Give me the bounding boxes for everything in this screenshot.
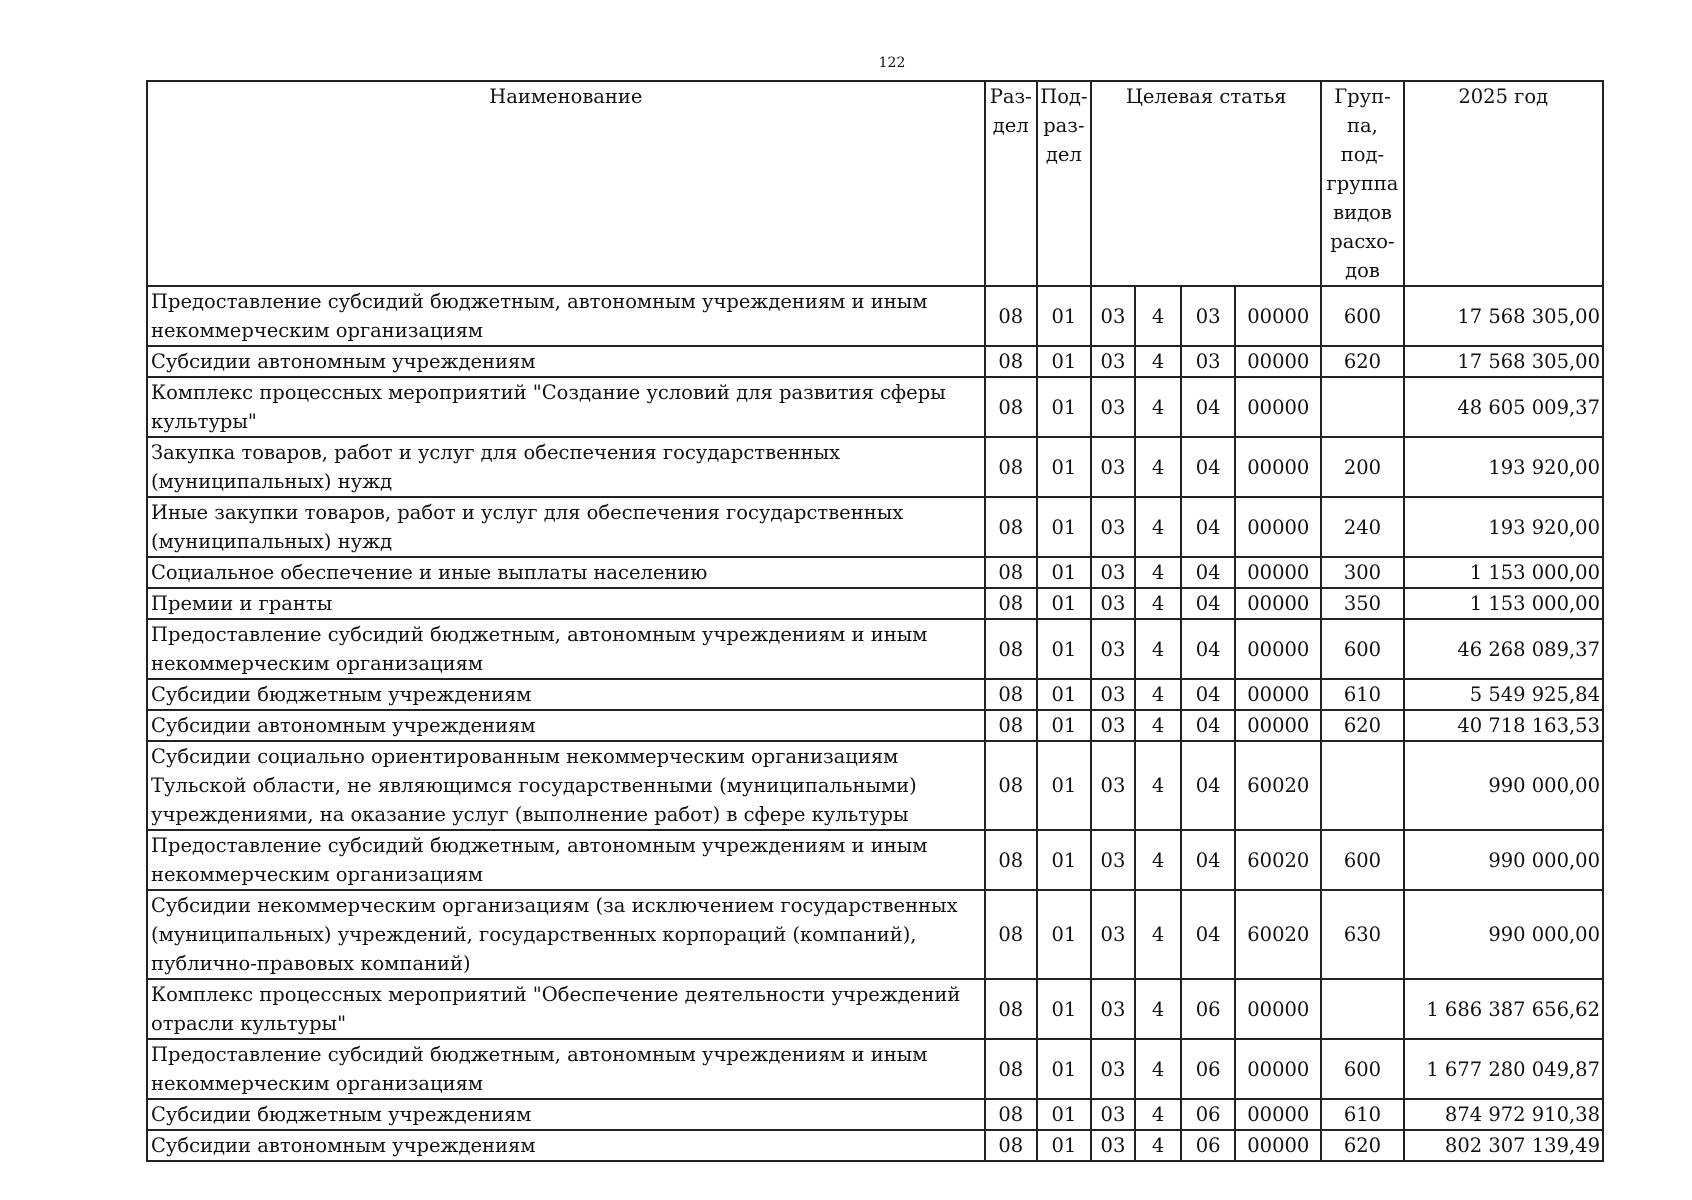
table-row [147, 557, 1603, 588]
row-amount: 802 307 139,49 [1404, 1130, 1603, 1161]
row-expense-group: 300 [1321, 557, 1403, 588]
row-cs-program: 03 [1091, 679, 1135, 710]
row-cs-complex: 06 [1181, 979, 1235, 1039]
row-razdel: 08 [985, 437, 1037, 497]
row-name: Иные закупки товаров, работ и услуг для обеспечения государственных (муниципальных) нужд [147, 497, 985, 557]
row-cs-complex: 04 [1181, 890, 1235, 979]
header-celevaya-statya: Целевая статья [1091, 81, 1321, 286]
row-podrazdel: 01 [1037, 588, 1091, 619]
row-name: Предоставление субсидий бюджетным, автономным учреждениям и иным некоммерческим организациям [147, 1039, 985, 1099]
row-razdel: 08 [985, 890, 1037, 979]
row-razdel: 08 [985, 619, 1037, 679]
row-amount: 5 549 925,84 [1404, 679, 1603, 710]
table-row [147, 1130, 1603, 1161]
row-cs-type: 4 [1135, 437, 1181, 497]
row-expense-group: 610 [1321, 679, 1403, 710]
row-cs-type: 4 [1135, 497, 1181, 557]
table-row [147, 346, 1603, 377]
row-cs-direction: 00000 [1235, 286, 1321, 346]
row-cs-direction: 00000 [1235, 619, 1321, 679]
row-podrazdel: 01 [1037, 437, 1091, 497]
row-cs-type: 4 [1135, 710, 1181, 741]
row-podrazdel: 01 [1037, 286, 1091, 346]
row-cs-type: 4 [1135, 741, 1181, 830]
row-podrazdel: 01 [1037, 377, 1091, 437]
row-cs-direction: 00000 [1235, 437, 1321, 497]
row-cs-type: 4 [1135, 979, 1181, 1039]
table-row [147, 741, 1603, 830]
row-razdel: 08 [985, 1039, 1037, 1099]
header-razdel-line: Раз- [989, 85, 1032, 108]
row-cs-complex: 04 [1181, 497, 1235, 557]
header-podrazdel-line: Под- [1040, 85, 1088, 108]
header-gruppa-line: группа [1326, 172, 1399, 195]
row-cs-complex: 03 [1181, 286, 1235, 346]
row-cs-complex: 04 [1181, 588, 1235, 619]
budget-table [146, 80, 1604, 1162]
row-cs-type: 4 [1135, 377, 1181, 437]
row-name: Закупка товаров, работ и услуг для обеспечения государственных (муниципальных) нужд [147, 437, 985, 497]
header-gruppa-line: видов [1333, 201, 1392, 224]
row-razdel: 08 [985, 377, 1037, 437]
row-amount: 17 568 305,00 [1404, 346, 1603, 377]
table-row [147, 377, 1603, 437]
row-cs-complex: 04 [1181, 741, 1235, 830]
row-podrazdel: 01 [1037, 619, 1091, 679]
row-razdel: 08 [985, 679, 1037, 710]
row-name: Предоставление субсидий бюджетным, автономным учреждениям и иным некоммерческим организациям [147, 830, 985, 890]
row-expense-group: 610 [1321, 1099, 1403, 1130]
header-gruppa-line: па, под- [1340, 114, 1385, 166]
row-amount: 193 920,00 [1404, 437, 1603, 497]
row-cs-direction: 00000 [1235, 710, 1321, 741]
row-cs-complex: 03 [1181, 346, 1235, 377]
row-cs-program: 03 [1091, 346, 1135, 377]
row-amount: 1 677 280 049,87 [1404, 1039, 1603, 1099]
row-expense-group [1321, 741, 1403, 830]
row-podrazdel: 01 [1037, 1130, 1091, 1161]
header-podrazdel-line: дел [1045, 143, 1082, 166]
row-cs-type: 4 [1135, 588, 1181, 619]
table-row [147, 830, 1603, 890]
row-cs-program: 03 [1091, 830, 1135, 890]
row-expense-group: 630 [1321, 890, 1403, 979]
row-cs-program: 03 [1091, 557, 1135, 588]
row-cs-direction: 60020 [1235, 890, 1321, 979]
row-cs-type: 4 [1135, 679, 1181, 710]
row-amount: 193 920,00 [1404, 497, 1603, 557]
table-row [147, 588, 1603, 619]
row-amount: 46 268 089,37 [1404, 619, 1603, 679]
row-amount: 990 000,00 [1404, 830, 1603, 890]
table-row [147, 1039, 1603, 1099]
row-name: Субсидии некоммерческим организациям (за исключением государственных (муниципальных) учреждений, государственных корпораций (компаний), публично-правовых компаний) [147, 890, 985, 979]
row-amount: 990 000,00 [1404, 741, 1603, 830]
header-name: Наименование [147, 81, 985, 286]
row-podrazdel: 01 [1037, 830, 1091, 890]
row-podrazdel: 01 [1037, 557, 1091, 588]
row-cs-program: 03 [1091, 890, 1135, 979]
table-row [147, 979, 1603, 1039]
row-cs-direction: 00000 [1235, 679, 1321, 710]
row-name: Субсидии бюджетным учреждениям [147, 1099, 985, 1130]
table-row [147, 890, 1603, 979]
row-amount: 874 972 910,38 [1404, 1099, 1603, 1130]
row-cs-direction: 00000 [1235, 979, 1321, 1039]
row-cs-program: 03 [1091, 1099, 1135, 1130]
row-razdel: 08 [985, 830, 1037, 890]
table-row [147, 497, 1603, 557]
row-cs-program: 03 [1091, 1130, 1135, 1161]
row-name: Социальное обеспечение и иные выплаты населению [147, 557, 985, 588]
row-cs-type: 4 [1135, 890, 1181, 979]
row-razdel: 08 [985, 497, 1037, 557]
row-cs-direction: 00000 [1235, 1099, 1321, 1130]
row-cs-program: 03 [1091, 619, 1135, 679]
row-razdel: 08 [985, 1130, 1037, 1161]
row-cs-type: 4 [1135, 346, 1181, 377]
row-cs-type: 4 [1135, 619, 1181, 679]
row-amount: 48 605 009,37 [1404, 377, 1603, 437]
row-name: Комплекс процессных мероприятий "Создание условий для развития сферы культуры" [147, 377, 985, 437]
row-cs-direction: 60020 [1235, 741, 1321, 830]
row-name: Субсидии автономным учреждениям [147, 346, 985, 377]
row-podrazdel: 01 [1037, 1099, 1091, 1130]
row-cs-complex: 04 [1181, 679, 1235, 710]
row-cs-program: 03 [1091, 286, 1135, 346]
row-name: Премии и гранты [147, 588, 985, 619]
table-header-row [147, 81, 1603, 286]
row-cs-direction: 00000 [1235, 497, 1321, 557]
row-name: Предоставление субсидий бюджетным, автономным учреждениям и иным некоммерческим организациям [147, 286, 985, 346]
table-row [147, 437, 1603, 497]
row-cs-type: 4 [1135, 557, 1181, 588]
row-podrazdel: 01 [1037, 1039, 1091, 1099]
row-amount: 1 153 000,00 [1404, 588, 1603, 619]
row-amount: 17 568 305,00 [1404, 286, 1603, 346]
row-name: Комплекс процессных мероприятий "Обеспечение деятельности учреждений отрасли культуры" [147, 979, 985, 1039]
row-razdel: 08 [985, 710, 1037, 741]
row-cs-program: 03 [1091, 497, 1135, 557]
row-cs-direction: 00000 [1235, 346, 1321, 377]
header-podrazdel [1037, 81, 1091, 286]
row-cs-direction: 00000 [1235, 1130, 1321, 1161]
header-gruppa-line: Груп- [1334, 85, 1391, 108]
row-expense-group: 240 [1321, 497, 1403, 557]
row-name: Субсидии автономным учреждениям [147, 1130, 985, 1161]
row-razdel: 08 [985, 741, 1037, 830]
row-amount: 990 000,00 [1404, 890, 1603, 979]
row-cs-program: 03 [1091, 710, 1135, 741]
row-cs-type: 4 [1135, 286, 1181, 346]
row-cs-type: 4 [1135, 1130, 1181, 1161]
row-amount: 1 153 000,00 [1404, 557, 1603, 588]
row-razdel: 08 [985, 588, 1037, 619]
row-podrazdel: 01 [1037, 979, 1091, 1039]
table-row [147, 619, 1603, 679]
row-expense-group: 350 [1321, 588, 1403, 619]
row-podrazdel: 01 [1037, 679, 1091, 710]
row-cs-complex: 06 [1181, 1039, 1235, 1099]
row-podrazdel: 01 [1037, 497, 1091, 557]
row-cs-complex: 04 [1181, 437, 1235, 497]
row-expense-group: 600 [1321, 830, 1403, 890]
row-cs-type: 4 [1135, 830, 1181, 890]
header-gruppa-line: дов [1345, 259, 1380, 282]
row-cs-direction: 00000 [1235, 1039, 1321, 1099]
row-cs-direction: 00000 [1235, 557, 1321, 588]
row-expense-group [1321, 979, 1403, 1039]
row-expense-group: 600 [1321, 286, 1403, 346]
row-podrazdel: 01 [1037, 710, 1091, 741]
row-cs-program: 03 [1091, 437, 1135, 497]
row-cs-complex: 04 [1181, 557, 1235, 588]
header-gruppa-line: расхо- [1330, 230, 1395, 253]
row-razdel: 08 [985, 557, 1037, 588]
row-cs-program: 03 [1091, 377, 1135, 437]
row-razdel: 08 [985, 1099, 1037, 1130]
row-podrazdel: 01 [1037, 890, 1091, 979]
row-cs-direction: 00000 [1235, 588, 1321, 619]
header-podrazdel-line: раз- [1043, 114, 1085, 137]
row-name: Субсидии бюджетным учреждениям [147, 679, 985, 710]
row-podrazdel: 01 [1037, 346, 1091, 377]
row-name: Субсидии автономным учреждениям [147, 710, 985, 741]
row-cs-complex: 04 [1181, 377, 1235, 437]
row-podrazdel: 01 [1037, 741, 1091, 830]
header-year: 2025 год [1404, 81, 1603, 286]
table-row [147, 286, 1603, 346]
row-cs-complex: 04 [1181, 619, 1235, 679]
row-cs-complex: 04 [1181, 830, 1235, 890]
row-cs-complex: 04 [1181, 710, 1235, 741]
page-number: 122 [878, 55, 906, 71]
row-cs-type: 4 [1135, 1099, 1181, 1130]
row-cs-program: 03 [1091, 741, 1135, 830]
row-cs-direction: 60020 [1235, 830, 1321, 890]
row-amount: 40 718 163,53 [1404, 710, 1603, 741]
row-expense-group: 600 [1321, 1039, 1403, 1099]
row-expense-group [1321, 377, 1403, 437]
table-row [147, 1099, 1603, 1130]
row-razdel: 08 [985, 286, 1037, 346]
row-expense-group: 600 [1321, 619, 1403, 679]
header-gruppa [1321, 81, 1403, 286]
row-name: Предоставление субсидий бюджетным, автономным учреждениям и иным некоммерческим организациям [147, 619, 985, 679]
row-cs-complex: 06 [1181, 1099, 1235, 1130]
row-expense-group: 620 [1321, 346, 1403, 377]
table-row [147, 679, 1603, 710]
row-cs-program: 03 [1091, 1039, 1135, 1099]
table-row [147, 710, 1603, 741]
row-name: Субсидии социально ориентированным некоммерческим организациям Тульской области, не являющимся государственными (муниципальными) учреждениями, на оказание услуг (выполнение работ) в сфере культуры [147, 741, 985, 830]
header-razdel-line: дел [992, 114, 1029, 137]
row-razdel: 08 [985, 979, 1037, 1039]
row-expense-group: 620 [1321, 1130, 1403, 1161]
row-expense-group: 200 [1321, 437, 1403, 497]
header-razdel [985, 81, 1037, 286]
row-cs-direction: 00000 [1235, 377, 1321, 437]
row-razdel: 08 [985, 346, 1037, 377]
row-expense-group: 620 [1321, 710, 1403, 741]
row-amount: 1 686 387 656,62 [1404, 979, 1603, 1039]
row-cs-program: 03 [1091, 979, 1135, 1039]
row-cs-complex: 06 [1181, 1130, 1235, 1161]
row-cs-program: 03 [1091, 588, 1135, 619]
row-cs-type: 4 [1135, 1039, 1181, 1099]
